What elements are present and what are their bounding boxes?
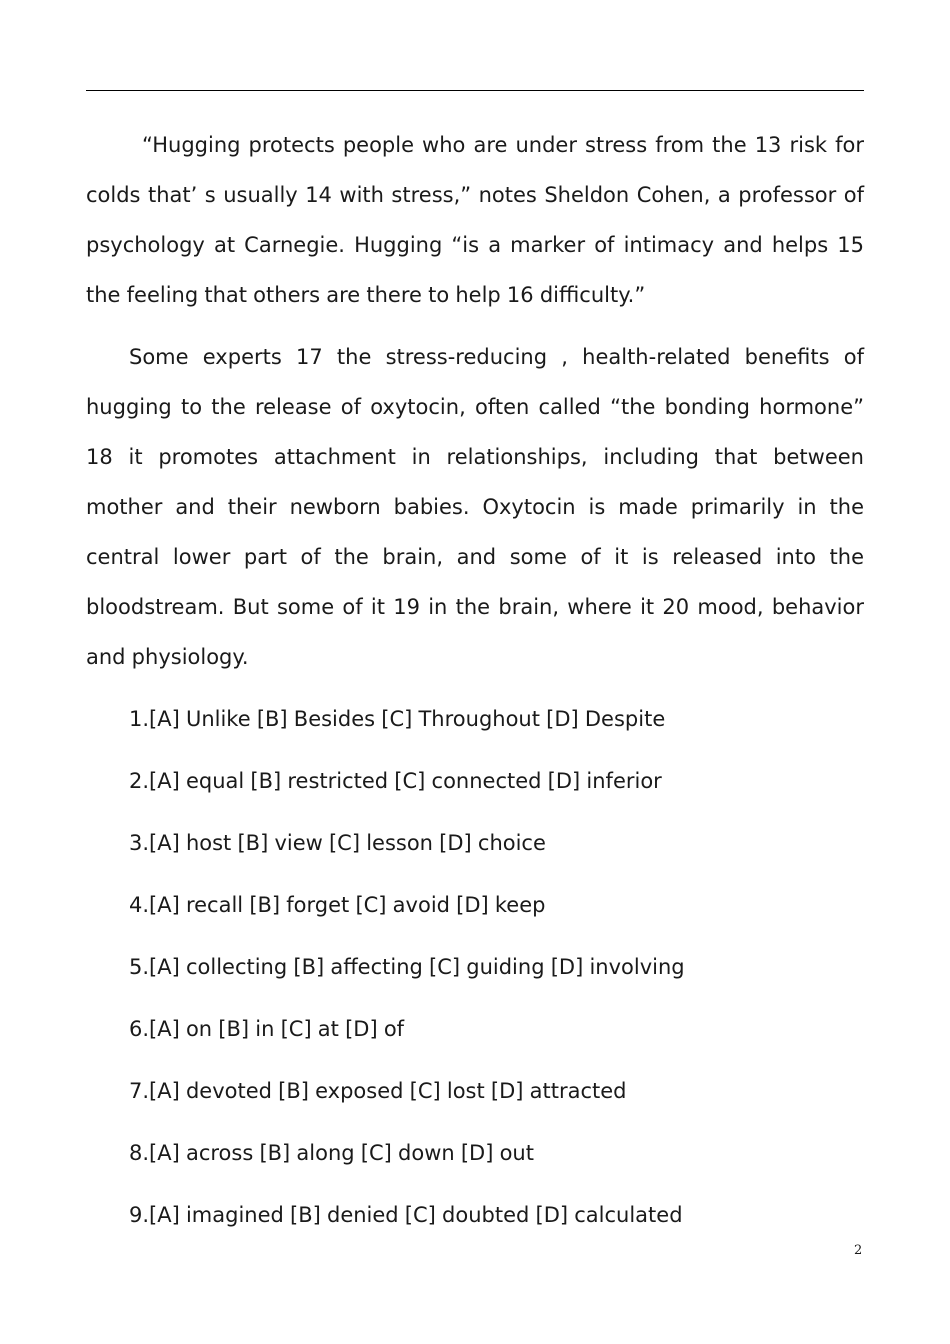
- answer-option-3: 3.[A] host [B] view [C] lesson [D] choice: [129, 831, 546, 855]
- answer-option-7: 7.[A] devoted [B] exposed [C] lost [D] attracted: [129, 1079, 627, 1103]
- answer-option-1: 1.[A] Unlike [B] Besides [C] Throughout [D] Despite: [129, 707, 666, 731]
- answer-option-5: 5.[A] collecting [B] affecting [C] guiding [D] involving: [129, 955, 685, 979]
- answer-options-list: [86, 694, 864, 1240]
- paragraph-hugging-stress: “Hugging protects people who are under stress from the 13 risk for colds that’ s usually 14 with stress,” notes Sheldon Cohen, a professor of psychology at Carnegie. Hugging “is a marker of intimacy and helps 15 the feeling that others are there to help 16 difficulty.”: [86, 133, 864, 307]
- page-number: 2: [854, 1243, 863, 1258]
- header-rule: [86, 90, 864, 91]
- page-content: [86, 120, 864, 1240]
- answer-option-2: 2.[A] equal [B] restricted [C] connected [D] inferior: [129, 769, 662, 793]
- paragraph-oxytocin: Some experts 17 the stress-reducing , health-related benefits of hugging to the release of oxytocin, often called “the bonding hormone” 18 it promotes attachment in relationships, including that between mother and their newborn babies. Oxytocin is made primarily in the central lower part of the brain, and some of it is released into the bloodstream. But some of it 19 in the brain, where it 20 mood, behavior and physiology.: [86, 345, 864, 669]
- answer-option-6: 6.[A] on [B] in [C] at [D] of: [129, 1017, 405, 1041]
- answer-option-8: 8.[A] across [B] along [C] down [D] out: [129, 1141, 534, 1165]
- answer-option-4: 4.[A] recall [B] forget [C] avoid [D] keep: [129, 893, 546, 917]
- answer-option-9: 9.[A] imagined [B] denied [C] doubted [D] calculated: [129, 1203, 683, 1227]
